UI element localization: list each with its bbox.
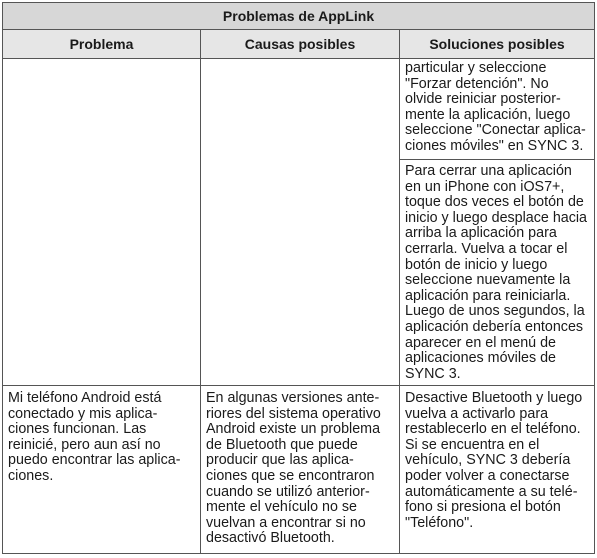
cell-problema-empty (3, 59, 201, 386)
cell-problema-android (3, 386, 201, 554)
cell-causas-empty (201, 59, 400, 386)
cell-soluciones-1 (400, 59, 595, 160)
cell-soluciones-text: Para cerrar una aplicación en un iPhone con iOS7+, toque dos veces el botón de inicio y luego desplace hacia arriba la aplicación para cerrarla. Vuelva a tocar el botón de inicio y luego seleccione nuevamente la aplicación para reiniciarla. Luego de unos segundos, la aplicación debería entonces aparecer en el menú de aplicaciones móviles de SYNC 3. (405, 163, 588, 382)
cell-soluciones-text: particular y seleccione "Forzar detención". No olvide reiniciar posterior- mente la aplicación, luego seleccione "Conectar aplica- ciones móviles" en SYNC 3. (405, 60, 586, 154)
table-row (3, 59, 595, 160)
cell-causas-android (201, 386, 400, 554)
column-header-problema: Problema (3, 30, 201, 59)
applink-troubleshooting-table (2, 2, 595, 554)
cell-soluciones-android (400, 386, 595, 554)
cell-soluciones-text: Desactive Bluetooth y luego vuelva a activarlo para restablecerlo en el teléfono. Si se encuentra en el vehículo, SYNC 3 debería poder volver a conectarse automáticamente a su telé- fono si presiona el botón "Teléfono". (405, 390, 583, 531)
cell-problema-text: Mi teléfono Android está conectado y mis aplica- ciones funcionan. Las reinicié, pero aun así no puedo encontrar las aplica- ciones. (8, 390, 181, 484)
table-title: Problemas de AppLink (3, 3, 595, 30)
table-header-row (3, 30, 595, 59)
cell-soluciones-2 (400, 160, 595, 386)
column-header-causas: Causas posibles (201, 30, 400, 59)
table-title-row (3, 3, 595, 30)
cell-causas-text: En algunas versiones ante- riores del sistema operativo Android existe un problema de Bluetooth que puede producir que las aplica- ciones que se encontraron cuando se utilizó anterior- mente el vehículo no se vuelvan a encontrar si no desactivó Bluetooth. (206, 390, 381, 547)
applink-troubleshooting-table-frame (2, 2, 594, 553)
column-header-soluciones: Soluciones posibles (400, 30, 595, 59)
table-row (3, 386, 595, 554)
